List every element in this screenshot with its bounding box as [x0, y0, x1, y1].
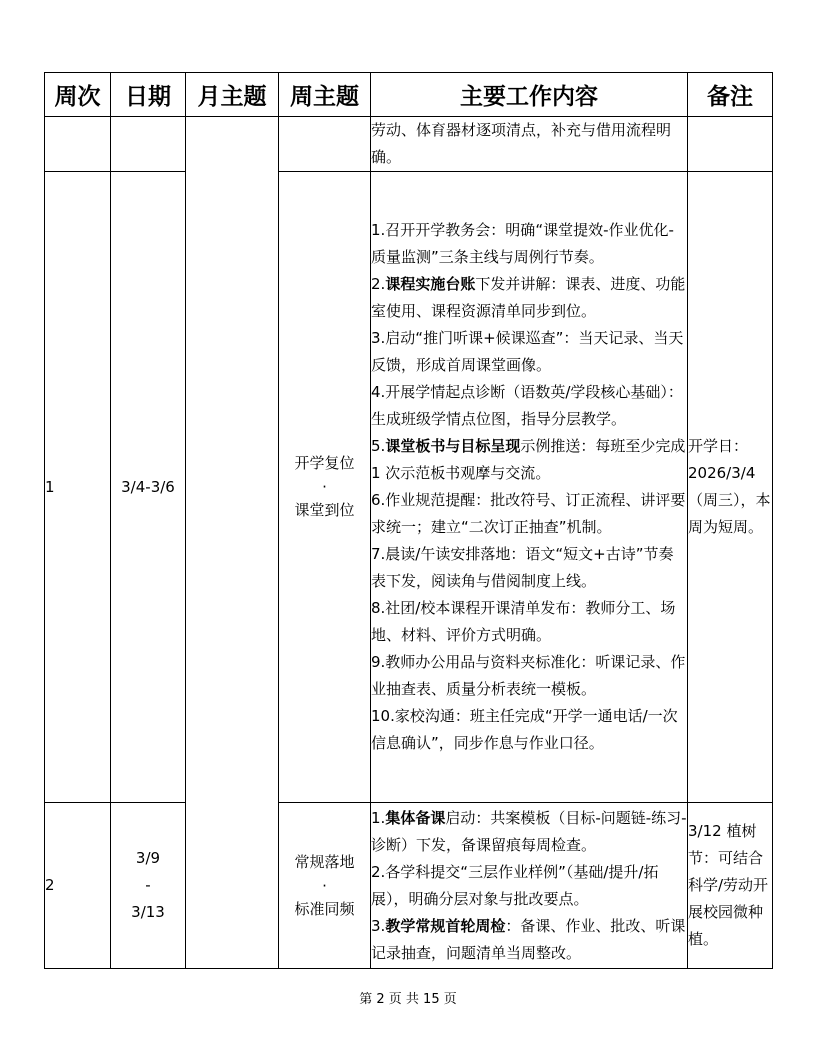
header-content: 主要工作内容 — [371, 73, 688, 117]
cell-note: 开学日：2026/3/4（周三），本周为短周。 — [688, 172, 773, 803]
cell-date — [111, 803, 186, 969]
content-item: 1.集体备课启动：共案模板（目标-问题链-练习-诊断）下发，备课留痕每周检查。 — [371, 808, 687, 854]
cell-note: 3/12 植树节：可结合科学/劳动开展校园微种植。 — [688, 803, 773, 969]
table-row-continued — [45, 117, 773, 172]
content-item: 7.晨读/午读安排落地：语文“短文+古诗”节奏表下发，阅读角与借阅制度上线。 — [371, 545, 674, 590]
cell-content-continued — [371, 117, 688, 172]
cell-note-empty — [688, 117, 773, 172]
week-theme-top: 常规落地 — [294, 852, 355, 871]
cell-week: 2 — [45, 803, 111, 969]
cell-week: 1 — [45, 172, 111, 803]
cell-week-theme-empty — [279, 117, 371, 172]
header-week-theme: 周主题 — [279, 73, 371, 117]
content-item: 1.召开开学教务会：明确“课堂提效-作业优化-质量监测”三条主线与周例行节奏。 — [371, 221, 674, 266]
week-theme-dot: · — [322, 478, 327, 496]
date-end: 3/13 — [131, 903, 165, 921]
content-item: 9.教师办公用品与资料夹标准化：听课记录、作业抽查表、质量分析表统一模板。 — [371, 653, 686, 698]
week-theme-dot: · — [322, 876, 327, 895]
header-month-theme: 月主题 — [186, 73, 279, 117]
cell-week-empty — [45, 117, 111, 172]
content-item: 2.课程实施台账下发并讲解：课表、进度、功能室使用、课程资源清单同步到位。 — [371, 275, 686, 320]
content-item: 4.开展学情起点诊断（语数英/学段核心基础）：生成班级学情点位图，指导分层教学。 — [371, 383, 683, 428]
cell-date: 3/4-3/6 — [111, 172, 186, 803]
date-dash: - — [145, 876, 151, 894]
content-item: 3.教学常规首轮周检：备课、作业、批改、听课记录抽查，问题清单当周整改。 — [371, 916, 686, 962]
content-item: 8.社团/校本课程开课清单发布：教师分工、场地、材料、评价方式明确。 — [371, 599, 676, 644]
cell-content — [371, 172, 688, 803]
content-item: 10.家校沟通：班主任完成“开学一通电话/一次信息确认”，同步作息与作业口径。 — [371, 707, 678, 752]
table-row-week-1 — [45, 172, 773, 803]
cell-date-empty — [111, 117, 186, 172]
date-start: 3/9 — [135, 849, 161, 867]
schedule-table — [44, 72, 773, 969]
table-row-week-2 — [45, 803, 773, 969]
week-theme-bottom: 课堂到位 — [294, 501, 355, 519]
content-item: 5.课堂板书与目标呈现示例推送：每班至少完成 1 次示范板书观摩与交流。 — [371, 437, 686, 482]
header-note: 备注 — [688, 73, 773, 117]
cell-week-theme — [279, 172, 371, 803]
header-week: 周次 — [45, 73, 111, 117]
header-row — [45, 73, 773, 117]
page-footer: 第 2 页 共 15 页 — [359, 992, 457, 1007]
header-date: 日期 — [111, 73, 186, 117]
content-item: 劳动、体育器材逐项清点，补充与借用流程明确。 — [371, 121, 672, 166]
content-item: 2.各学科提交“三层作业样例”（基础/提升/拓展），明确分层对象与批改要点。 — [371, 862, 659, 908]
cell-content — [371, 803, 688, 969]
week-theme-top: 开学复位 — [294, 454, 355, 472]
cell-week-theme — [279, 803, 371, 969]
cell-month-theme-merged — [186, 117, 279, 969]
content-item: 3.启动“推门听课+候课巡查”：当天记录、当天反馈，形成首周课堂画像。 — [371, 329, 684, 374]
content-item: 6.作业规范提醒：批改符号、订正流程、讲评要求统一；建立“二次订正抽查”机制。 — [371, 491, 686, 536]
week-theme-bottom: 标准同频 — [294, 899, 355, 918]
